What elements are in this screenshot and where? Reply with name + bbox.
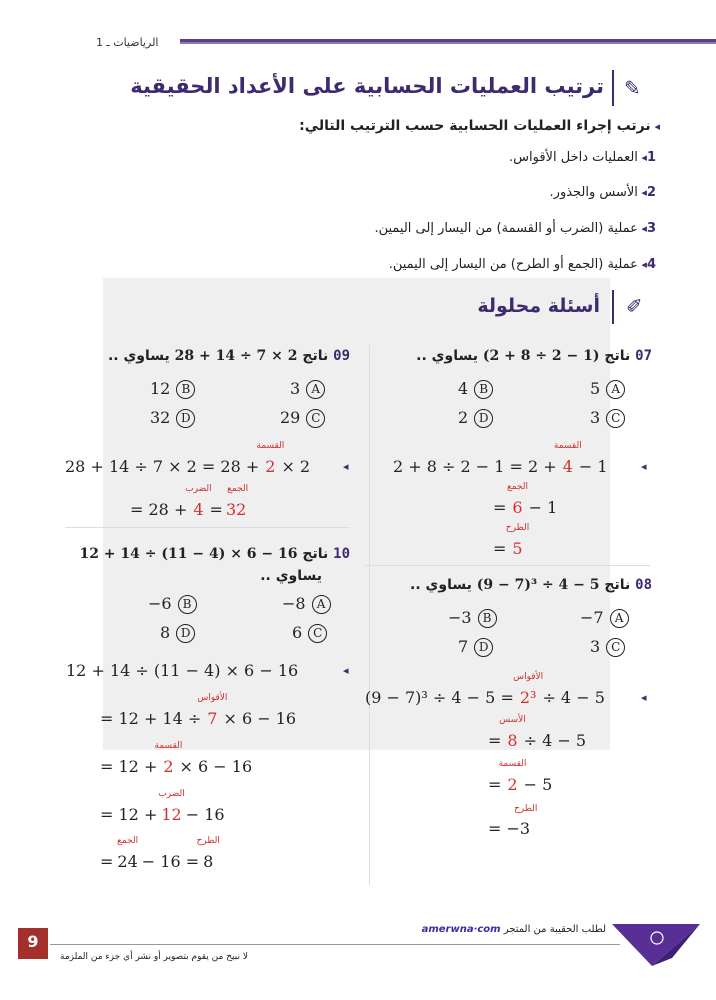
option-letter: B <box>478 609 497 628</box>
option-value: −6 <box>148 594 172 613</box>
step-text: − 5 <box>523 775 553 794</box>
option-letter: C <box>606 638 625 657</box>
step-label: الطرح <box>196 836 220 846</box>
step-text: = <box>488 731 502 750</box>
step-label: القسمة <box>154 741 183 751</box>
option-value: 32 <box>150 408 171 427</box>
step-text: = 12 + <box>100 757 158 776</box>
step-value: 2³ <box>519 688 537 707</box>
option-value: 3 <box>590 637 601 656</box>
step-result <box>506 482 529 517</box>
solution-step <box>393 441 608 476</box>
step-result <box>256 441 285 476</box>
step-text: × 6 − 16 <box>179 757 253 776</box>
order-item <box>374 221 656 236</box>
intro-text: نرتب إجراء العمليات الحسابية حسب الترتيب التالي: <box>299 118 651 134</box>
option-letter: D <box>474 409 493 428</box>
solution-step <box>488 715 587 750</box>
option-letter: B <box>178 595 197 614</box>
step-text: (9 − 7)³ ÷ 4 − 5 = <box>365 688 514 707</box>
item-text: عملية (الضرب أو القسمة) من اليسار إلى اليمين. <box>374 221 638 236</box>
question-word: ناتج <box>604 577 631 593</box>
question-word: يساوي .. <box>107 348 170 364</box>
option-letter: A <box>606 380 625 399</box>
option-value: 4 <box>458 379 469 398</box>
option-value: −3 <box>448 608 472 627</box>
step-text: = 12 + <box>100 805 158 824</box>
section-bar <box>612 290 614 324</box>
option-letter: D <box>176 624 195 643</box>
question-08 <box>410 577 652 593</box>
step-value: 2 <box>163 757 174 776</box>
option-c[interactable] <box>590 637 625 657</box>
step-result <box>196 836 220 871</box>
question-word: ناتج <box>302 546 329 562</box>
step-text: − 1 <box>578 457 608 476</box>
bullet-arrow-icon: ◂ <box>650 120 660 133</box>
step-text: × 2 <box>281 457 311 476</box>
step-value: 5 <box>512 539 523 558</box>
bullet-arrow-icon: ◂ <box>637 186 647 199</box>
option-value: 2 <box>458 408 469 427</box>
solution-arrow-icon: ◂ <box>343 664 349 677</box>
solution-step <box>130 484 252 519</box>
question-number: 09 <box>333 348 350 364</box>
option-c[interactable] <box>292 623 327 643</box>
option-letter: D <box>474 638 493 657</box>
order-item <box>550 185 656 200</box>
page-number: 9 <box>18 928 48 959</box>
question-expression: (9 − 7)³ ÷ 4 − 5 <box>476 577 600 593</box>
option-value: 3 <box>290 379 301 398</box>
publisher-logo <box>612 918 702 968</box>
step-text: = <box>493 498 507 517</box>
step-label: القسمة <box>498 759 527 769</box>
option-value: 3 <box>590 408 601 427</box>
question-word: ناتج <box>604 348 631 364</box>
option-b[interactable] <box>458 379 493 399</box>
option-d[interactable] <box>150 408 195 428</box>
step-label: الأقواس <box>513 672 544 682</box>
step-label: الأقواس <box>197 693 228 703</box>
step-value: 4 <box>562 457 573 476</box>
option-letter: A <box>306 380 325 399</box>
footer-rule <box>50 944 620 945</box>
step-value: 2 <box>507 775 518 794</box>
option-value: −7 <box>580 608 604 627</box>
separator <box>365 565 650 566</box>
step-result <box>499 715 526 750</box>
solution-step <box>65 441 311 476</box>
item-text: العمليات داخل الأقواس. <box>509 150 638 165</box>
option-a[interactable] <box>580 608 629 628</box>
step-text: − 16 <box>185 805 225 824</box>
solution-step <box>365 672 605 707</box>
step-value: 12 <box>161 805 182 824</box>
store-link[interactable]: amerwna·com <box>421 924 501 935</box>
solution-step <box>493 523 530 558</box>
step-result <box>498 759 527 794</box>
step-result <box>157 789 185 824</box>
option-letter: A <box>312 595 331 614</box>
question-word: يساوي .. <box>416 348 478 364</box>
step-text: = 28 + <box>130 500 188 519</box>
item-number: 1 <box>646 150 656 165</box>
step-label: الطرح <box>505 523 530 533</box>
item-text: عملية (الجمع أو الطرح) من اليسار إلى اليمين. <box>388 257 638 272</box>
solution-arrow-icon: ◂ <box>641 460 647 473</box>
step-text: 28 + 14 ÷ 7 × 2 = 28 + <box>65 457 260 476</box>
step-label: الضرب <box>185 484 212 494</box>
step-text: 2 + 8 ÷ 2 − 1 = 2 + <box>393 457 557 476</box>
bullet-arrow-icon: ◂ <box>637 151 647 164</box>
step-value: 2 <box>265 457 276 476</box>
option-value: −8 <box>282 594 306 613</box>
bullet-arrow-icon: ◂ <box>637 258 647 271</box>
step-text: ÷ 4 − 5 <box>523 731 587 750</box>
solution-step <box>493 482 558 517</box>
copyright-notice: لا نبيح من يقوم بتصوير أو نشر أي جزء من الملزمة <box>60 952 248 962</box>
bullet-arrow-icon: ◂ <box>637 222 647 235</box>
step-label: الطرح <box>514 804 538 814</box>
question-number: 08 <box>635 577 652 593</box>
solution-step: = −3 <box>488 819 531 838</box>
step-value: 4 <box>193 500 204 519</box>
item-number: 2 <box>646 185 656 200</box>
question-09 <box>108 348 350 364</box>
step-text: = 12 + 14 ÷ <box>100 709 202 728</box>
item-number: 3 <box>646 221 656 236</box>
step-text: = <box>493 539 507 558</box>
option-value: 12 <box>150 379 171 398</box>
option-a[interactable] <box>282 594 331 614</box>
step-label: الضرب <box>158 789 185 799</box>
option-b[interactable] <box>448 608 497 628</box>
step-result <box>223 484 252 519</box>
question-07 <box>416 348 652 364</box>
question-expression: (2 + 8 ÷ 2 − 1) <box>482 348 600 364</box>
step-result <box>553 441 582 476</box>
separator <box>65 527 350 528</box>
column-divider <box>369 345 370 885</box>
item-text: الأسس والجذور. <box>549 185 638 200</box>
option-d[interactable] <box>458 637 493 657</box>
question-word: يساوي .. <box>410 577 472 593</box>
step-text: × 6 − 16 <box>223 709 297 728</box>
order-item <box>509 150 656 165</box>
solution-arrow-icon: ◂ <box>641 691 647 704</box>
option-letter: B <box>176 380 195 399</box>
step-label: الجمع <box>506 482 529 492</box>
step-text: − 16 = <box>141 852 200 871</box>
question-number: 07 <box>635 348 652 364</box>
question-10 <box>79 539 350 569</box>
pencil-icon: ✐ <box>626 294 643 318</box>
question-10-cont: يساوي .. <box>260 568 322 584</box>
step-label: القسمة <box>256 441 285 451</box>
footer-order <box>422 924 606 935</box>
option-letter: C <box>308 624 327 643</box>
solution-step <box>100 741 253 776</box>
option-letter: C <box>306 409 325 428</box>
option-a[interactable] <box>290 379 325 399</box>
step-value: 24 <box>117 852 138 871</box>
step-result <box>513 672 544 707</box>
header-rule <box>180 39 716 44</box>
step-value: 8 <box>507 731 518 750</box>
step-text: = <box>488 775 502 794</box>
step-text: ÷ 4 − 5 <box>542 688 605 707</box>
option-d[interactable] <box>458 408 493 428</box>
step-result <box>113 836 141 871</box>
option-letter: A <box>610 609 629 628</box>
solution-arrow-icon: ◂ <box>343 460 349 473</box>
step-label: الجمع <box>227 484 249 494</box>
step-text: − 1 <box>528 498 558 517</box>
step-text: = <box>209 500 223 519</box>
step-label: الأسس <box>499 715 526 725</box>
option-value: 6 <box>292 623 303 642</box>
solution-step <box>100 789 225 824</box>
intro-line <box>299 118 660 134</box>
page-title: ترتيب العمليات الحسابية على الأعداد الحقيقية <box>130 74 604 98</box>
option-letter: B <box>474 380 493 399</box>
solution-step <box>488 759 553 794</box>
question-expression: 12 + 14 ÷ (11 − 4) × 6 − 16 <box>79 546 298 562</box>
step-text: = <box>100 852 114 871</box>
option-d[interactable] <box>160 623 195 643</box>
step-value: 32 <box>225 500 247 519</box>
header-subject: الرياضيات ـ 1 <box>96 36 159 49</box>
pin-icon: ✎ <box>624 76 641 100</box>
option-value: 5 <box>590 379 601 398</box>
option-letter: C <box>606 409 625 428</box>
solution-step <box>100 836 220 871</box>
option-b[interactable] <box>150 379 195 399</box>
option-b[interactable] <box>148 594 197 614</box>
step-result <box>154 741 183 776</box>
option-a[interactable] <box>590 379 625 399</box>
question-expression: 28 + 14 ÷ 7 × 2 <box>174 348 298 364</box>
order-text: لطلب الحقيبة من المتجر <box>503 924 606 935</box>
section-title: أسئلة محلولة <box>477 295 600 317</box>
step-value: 8 <box>203 852 214 871</box>
step-value: 6 <box>512 498 523 517</box>
question-number: 10 <box>333 546 350 562</box>
step-result <box>185 484 212 519</box>
step-result <box>505 523 530 558</box>
solution-step <box>100 693 297 728</box>
option-c[interactable] <box>590 408 625 428</box>
option-c[interactable] <box>280 408 325 428</box>
step-result <box>197 693 228 728</box>
step-label: الجمع <box>117 836 139 846</box>
title-bar <box>612 70 614 106</box>
option-value: 8 <box>160 623 171 642</box>
item-number: 4 <box>646 257 656 272</box>
step-label: القسمة <box>553 441 582 451</box>
question-word: ناتج <box>302 348 329 364</box>
option-value: 7 <box>458 637 469 656</box>
step-value: 7 <box>207 709 218 728</box>
option-value: 29 <box>280 408 301 427</box>
solution-step: 12 + 14 ÷ (11 − 4) × 6 − 16 <box>66 661 299 680</box>
order-item <box>389 257 656 272</box>
option-letter: D <box>176 409 195 428</box>
